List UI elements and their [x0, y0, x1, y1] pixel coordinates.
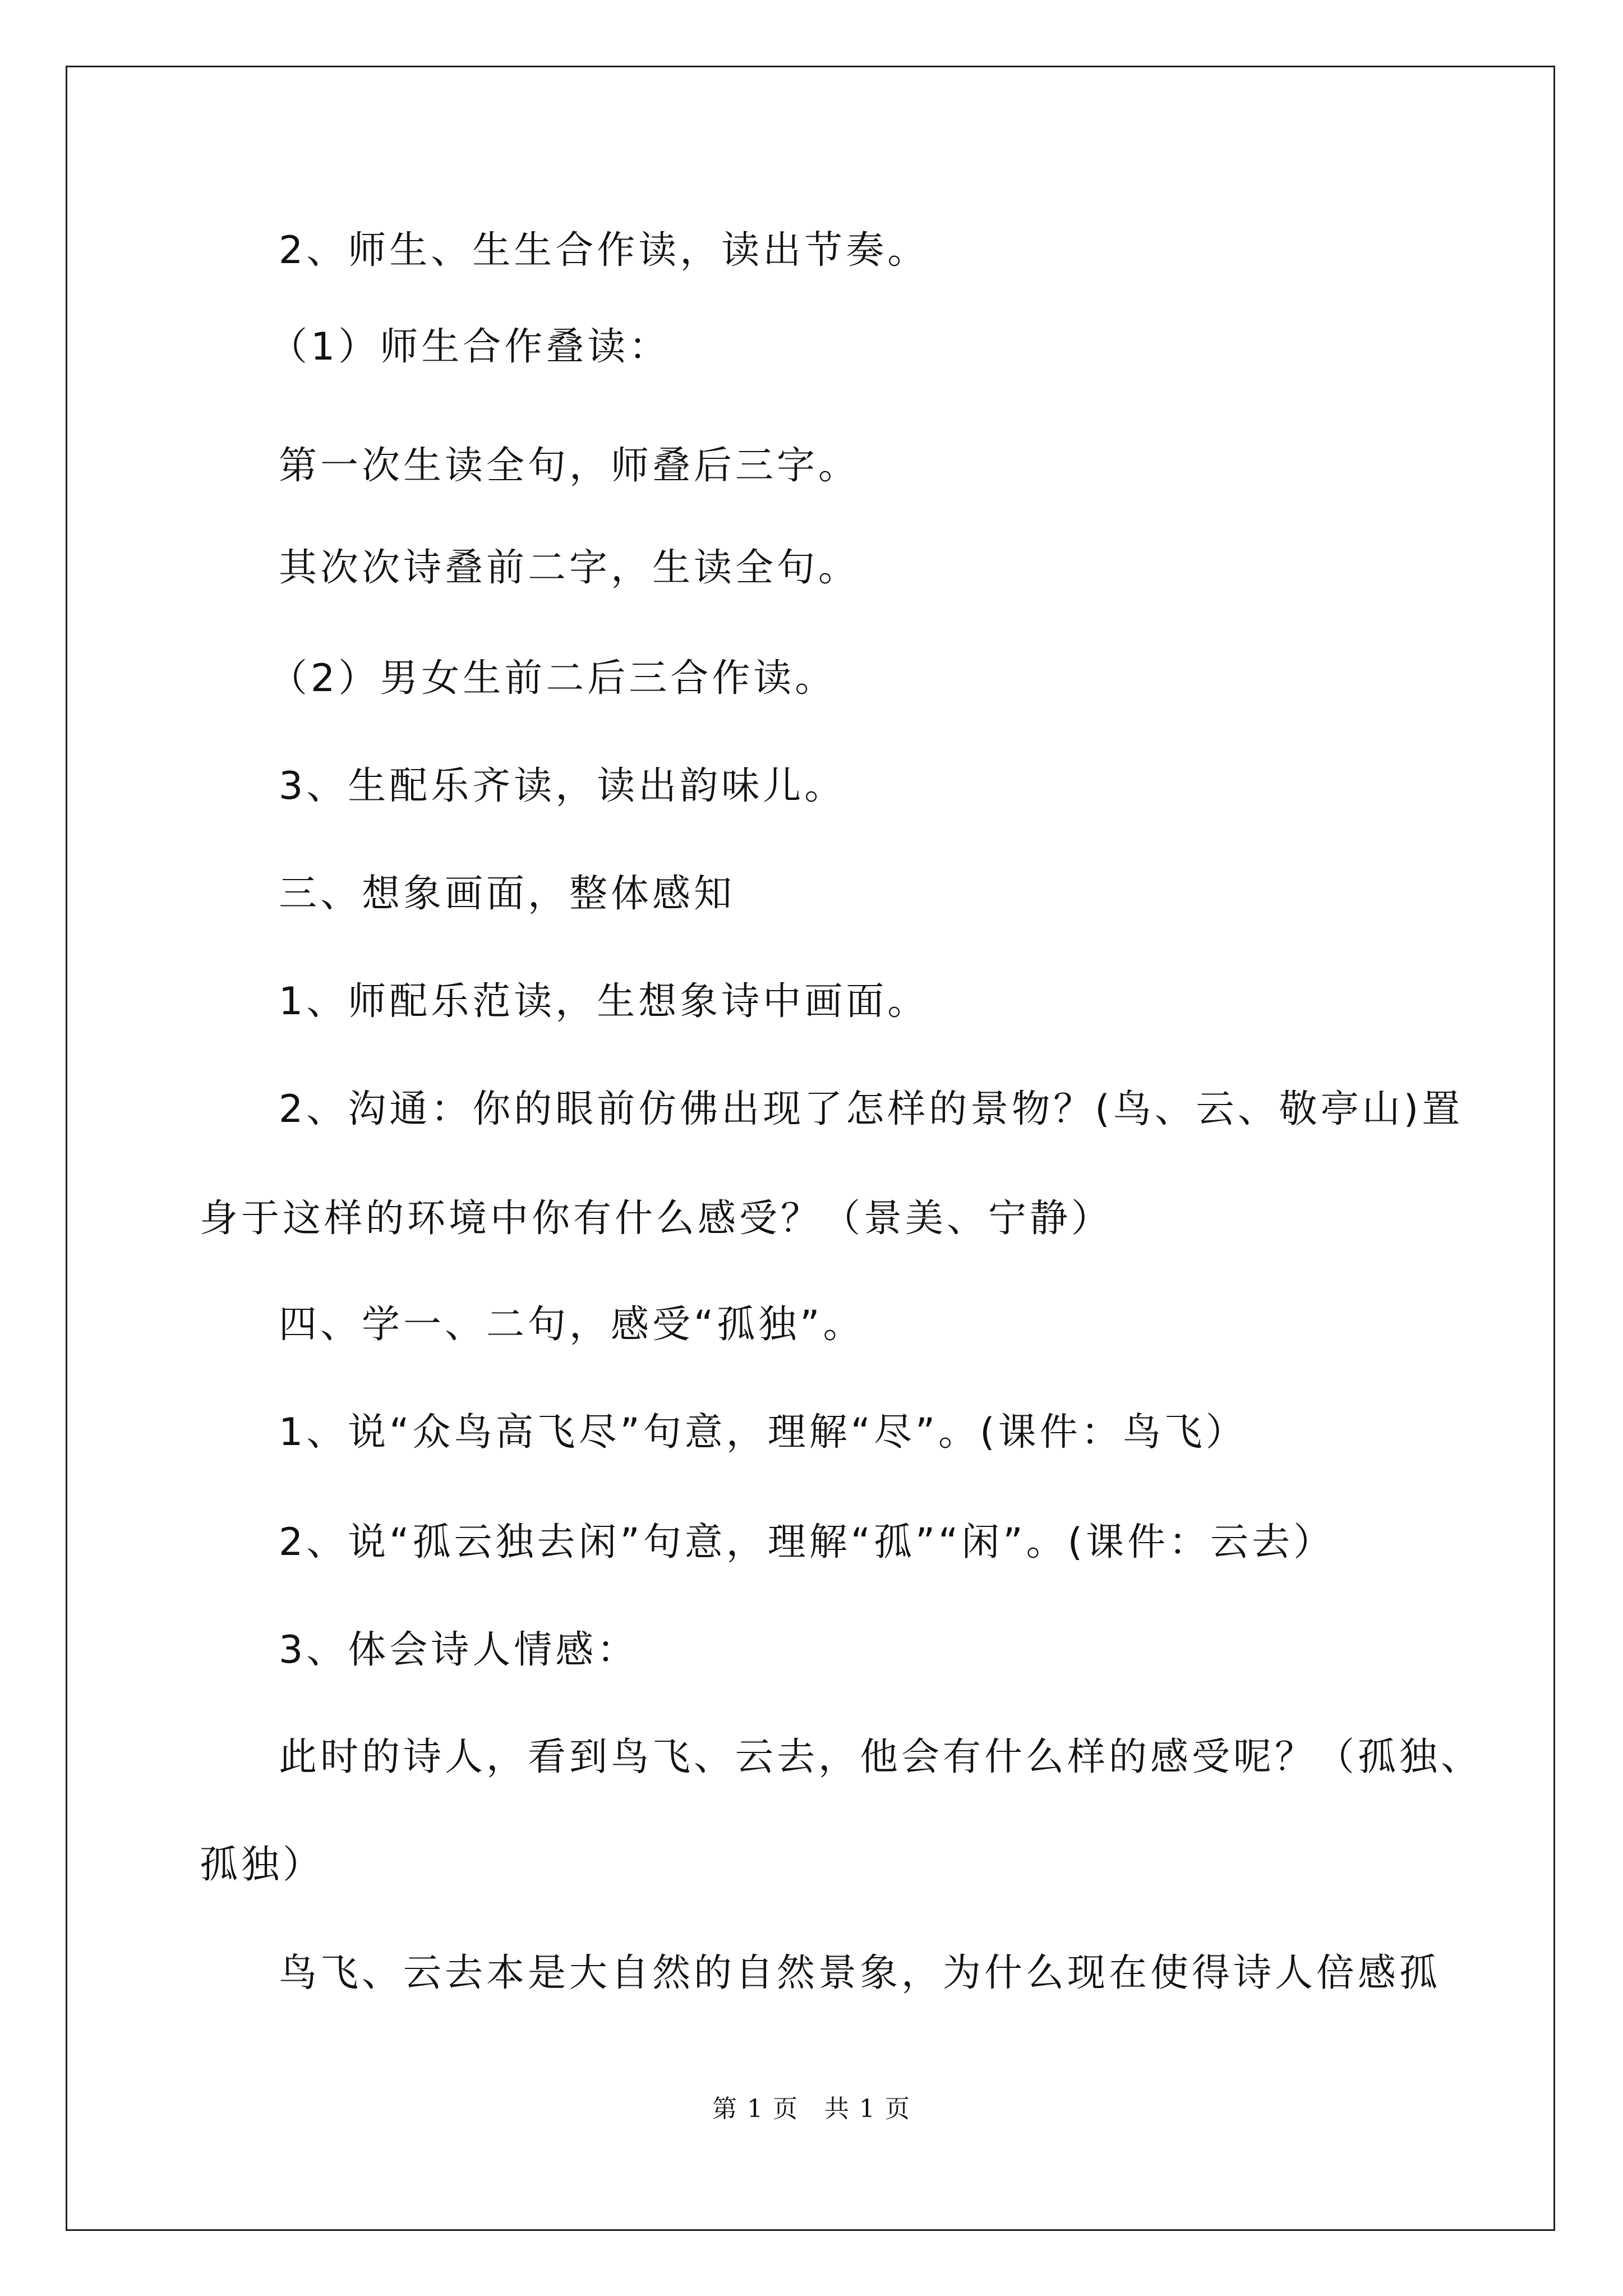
- text-line: （1）师生合作叠读：: [269, 325, 671, 369]
- text-line: 孤独）: [200, 1843, 325, 1887]
- page-number-footer: 第 1 页 共 1 页: [712, 2095, 911, 2123]
- text-line: 2、说“孤云独去闲”句意，理解“孤”“闲”。(课件：云去）: [279, 1520, 1335, 1565]
- section-heading: 四、学一、二句，感受“孤独”。: [279, 1303, 865, 1347]
- text-line: 2、师生、生生合作读，读出节奏。: [279, 228, 929, 273]
- text-line: 此时的诗人，看到鸟飞、云去，他会有什么样的感受呢？（孤独、: [279, 1735, 1483, 1779]
- text-line: 3、体会诗人情感：: [279, 1628, 639, 1672]
- text-line: 1、说“众鸟高飞尽”句意，理解“尽”。(课件：鸟飞）: [279, 1410, 1247, 1455]
- text-line: 身于这样的环境中你有什么感受？（景美、宁静）: [200, 1197, 1113, 1241]
- text-line: 1、师配乐范读，生想象诗中画面。: [279, 979, 929, 1024]
- text-line: 第一次生读全句，师叠后三字。: [279, 444, 860, 488]
- page-frame: [66, 66, 1555, 2231]
- section-heading: 三、想象画面，整体感知: [279, 872, 736, 916]
- text-line: 鸟飞、云去本是大自然的自然景象，为什么现在使得诗人倍感孤: [279, 1951, 1441, 1995]
- text-line: 3、生配乐齐读，读出韵味儿。: [279, 764, 846, 808]
- text-line: 其次次诗叠前二字，生读全句。: [279, 546, 860, 590]
- text-line: 2、沟通：你的眼前仿佛出现了怎样的景物？(鸟、云、敬亭山)置: [279, 1087, 1464, 1131]
- text-line: （2）男女生前二后三合作读。: [269, 656, 837, 701]
